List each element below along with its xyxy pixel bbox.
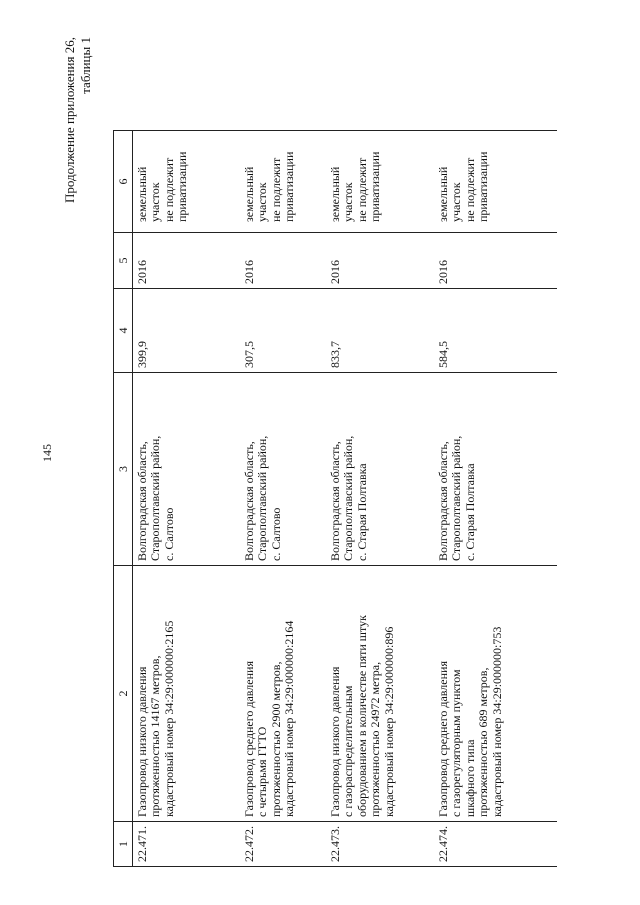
cell-line: не подлежит: [462, 157, 477, 222]
cell-line: приватизации: [476, 151, 491, 222]
cell-line: участок: [341, 182, 356, 222]
value-cell: [427, 289, 557, 373]
cell-line: приватизации: [175, 151, 190, 222]
year-cell: [319, 233, 427, 289]
cell-line: с газораспределительным: [341, 685, 356, 817]
header-col-5: 5: [114, 233, 133, 289]
cell-line: с четырьмя ГГТО: [255, 726, 270, 817]
cell-line: участок: [255, 182, 270, 222]
header-col-4: 4: [114, 289, 133, 373]
object-name-cell: [231, 566, 319, 822]
cell-text: 2016: [135, 260, 149, 284]
cell-line: протяженностью 14167 метров,: [148, 655, 163, 817]
header-col-2: 2: [114, 566, 133, 822]
address-cell: [319, 373, 427, 566]
cell-text: 307,5: [242, 341, 256, 368]
value-cell: [231, 289, 319, 373]
year-cell: [427, 233, 557, 289]
cell-text: 2016: [242, 260, 256, 284]
cell-line: Газопровод низкого давления: [135, 666, 149, 817]
cell-line: земельный: [328, 166, 342, 222]
cell-line: не подлежит: [161, 157, 176, 222]
cell-line: с газорегуляторным пунктом: [449, 669, 464, 817]
cell-line: Газопровод низкого давления: [328, 666, 342, 817]
table-row: [231, 131, 319, 867]
cell-line: с. Салтово: [161, 507, 176, 561]
table-body: [133, 131, 558, 867]
cell-line: Старополтавский район,: [148, 435, 163, 561]
cell-line: Волгоградская область,: [436, 441, 450, 561]
cell-line: Старополтавский район,: [341, 435, 356, 561]
cell-line: кадастровый номер 34:29:000000:896: [381, 626, 396, 817]
cell-line: Газопровод среднего давления: [436, 661, 450, 817]
cell-text: 22.473.: [328, 826, 342, 862]
cell-line: протяженностью 24972 метра,: [368, 661, 383, 817]
cell-line: Старополтавский район,: [255, 435, 270, 561]
cell-text: 399,9: [135, 341, 149, 368]
cell-line: земельный: [242, 166, 256, 222]
cell-line: Старополтавский район,: [449, 435, 464, 561]
cell-line: шкафного типа: [462, 739, 477, 817]
cell-line: с. Старая Полтавка: [354, 463, 369, 561]
address-cell: [427, 373, 557, 566]
row-number-cell: [133, 822, 232, 867]
cell-line: участок: [148, 182, 163, 222]
cell-line: кадастровый номер 34:29:000000:2165: [161, 620, 176, 817]
caption-line-1: Продолжение приложения 26,: [62, 37, 77, 204]
cell-line: не подлежит: [268, 157, 283, 222]
cell-text: 22.471.: [135, 826, 149, 862]
row-number-cell: [231, 822, 319, 867]
row-number-cell: [319, 822, 427, 867]
page-number: 145: [40, 444, 54, 462]
cell-line: кадастровый номер 34:29:000000:2164: [282, 620, 297, 817]
cell-line: Волгоградская область,: [328, 441, 342, 561]
year-cell: [133, 233, 232, 289]
header-row: [114, 131, 133, 867]
note-cell: [427, 131, 557, 233]
year-cell: [231, 233, 319, 289]
table-row: [319, 131, 427, 867]
object-name-cell: [427, 566, 557, 822]
cell-line: приватизации: [368, 151, 383, 222]
caption-line-2: таблицы 1: [78, 37, 93, 94]
header-col-1: 1: [114, 822, 133, 867]
cell-line: кадастровый номер 34:29:000000:753: [489, 626, 504, 817]
object-name-cell: [133, 566, 232, 822]
property-table: [113, 130, 557, 867]
cell-line: Волгоградская область,: [135, 441, 149, 561]
header-col-6: 6: [114, 131, 133, 233]
cell-text: 22.472.: [242, 826, 256, 862]
table-row: [427, 131, 557, 867]
cell-line: протяженностью 2900 метров,: [268, 661, 283, 817]
cell-text: 833,7: [328, 341, 342, 368]
note-cell: [133, 131, 232, 233]
row-number-cell: [427, 822, 557, 867]
cell-line: с. Старая Полтавка: [462, 463, 477, 561]
table-row: [133, 131, 232, 867]
address-cell: [231, 373, 319, 566]
note-cell: [319, 131, 427, 233]
cell-line: земельный: [135, 166, 149, 222]
cell-line: приватизации: [282, 151, 297, 222]
cell-line: Газопровод среднего давления: [242, 661, 256, 817]
object-name-cell: [319, 566, 427, 822]
header-col-3: 3: [114, 373, 133, 566]
cell-line: не подлежит: [354, 157, 369, 222]
value-cell: [319, 289, 427, 373]
cell-line: оборудованием в количестве пяти штук: [354, 615, 369, 817]
value-cell: [133, 289, 232, 373]
cell-line: протяженностью 689 метров,: [476, 667, 491, 817]
cell-text: 584,5: [436, 341, 450, 368]
cell-line: Волгоградская область,: [242, 441, 256, 561]
cell-text: 22.474.: [436, 826, 450, 862]
cell-line: с. Салтово: [268, 507, 283, 561]
cell-text: 2016: [436, 260, 450, 284]
note-cell: [231, 131, 319, 233]
continuation-caption: [62, 37, 94, 205]
cell-line: участок: [449, 182, 464, 222]
cell-text: 2016: [328, 260, 342, 284]
cell-line: земельный: [436, 166, 450, 222]
address-cell: [133, 373, 232, 566]
